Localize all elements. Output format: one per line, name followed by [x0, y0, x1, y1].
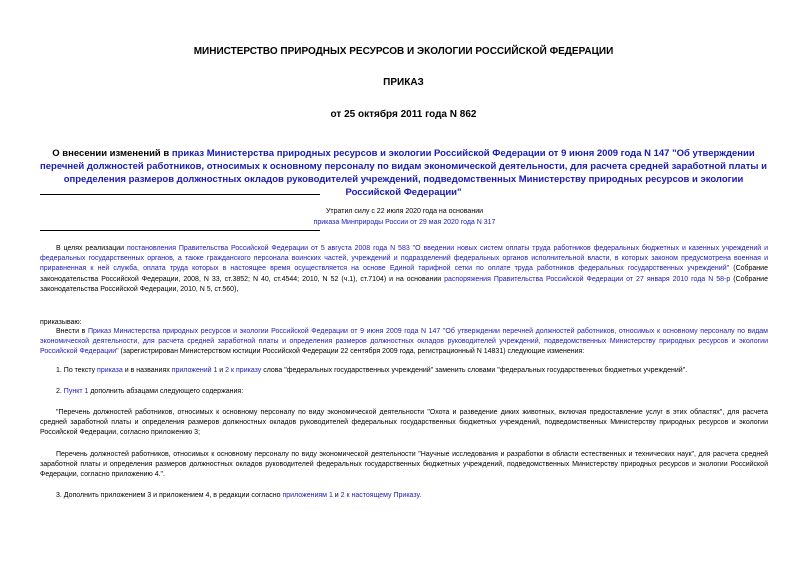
government-decree-link[interactable]: постановления Правительства Российской Федерации от 5 августа 2008 года N 583 "О введении новых систем оплаты труда работников федеральных бюджетных и казенных учреждений и федеральных государственных органов, а также гражданского персонала воинских частей, учреждений и подразделений федеральных органов исполнительной власти, в которых законом предусмотрена военная и приравненная к ней служба, оплата труда которых в настоящее время осуществляется на основе Единой тарифной сетки по оплате труда работников федеральных государственных учреждений" — [40, 245, 768, 273]
item2-clause-link[interactable]: Пункт 1 — [63, 388, 89, 395]
item2-text-2: дополнить абзацами следующего содержания: — [88, 388, 244, 395]
amendment-item-3 — [40, 491, 768, 501]
title-order-link[interactable]: приказ Министерства природных ресурсов и экологии Российской Федерации от 9 июня 2009 года N 147 "Об утверждении перечней должностей работников, относимых к основному персоналу по видам экономической деятельности, для расчета средней заработной платы и определения размеров должностных окладов руководителей учреждений, подведомственных Министерству природных ресурсов и экологии Российской Федерации" — [40, 148, 767, 198]
item3-appendix-2-link[interactable]: 2 к настоящему Приказу — [340, 492, 420, 499]
item3-text-3: . — [419, 492, 422, 499]
item3-text-1: 3. Дополнить приложением 3 и приложением 4, в редакции согласно — [56, 492, 283, 499]
quoted-paragraph-2: Перечень должностей работников, относимых к основному персоналу по виду экономической деятельности "Научные исследования и разработки в области естественных и технических наук", для расчета средней заработной платы и определения размеров должностных окладов руководителей федеральных государственных бюджетных учреждений, подведомственных Министерству природных ресурсов и экологии Российской Федерации, согласно приложению 4.". — [40, 451, 768, 479]
intro-text-2: (зарегистрирован Министерством юстиции Российской Федерации 22 сентября 2009 года, регистрационный N 14831) следующие изменения: — [118, 348, 585, 356]
item3-text-2: и — [332, 492, 341, 499]
item1-text-3: и — [217, 367, 226, 374]
item1-order-link[interactable]: приказа — [97, 367, 123, 374]
item1-text-4: слова "федеральных государственных учреждений" заменить словами "федеральных государственных бюджетных учреждений". — [261, 367, 688, 374]
item1-text-2: и в названиях — [122, 367, 172, 374]
validity-note-link-line — [232, 217, 577, 228]
government-order-link[interactable]: распоряжения Правительства Российской Федерации от 27 января 2010 года N 58-р — [444, 275, 731, 283]
item2-text-1: 2. — [56, 388, 64, 395]
quoted-paragraph-1: "Перечень должностей работников, относимых к основному персоналу по виду экономической деятельности "Охота и разведение диких животных, включая предоставление услуг в этих областях", для расчета средней заработной платы и определения размеров должностных окладов руководителей федеральных государственных бюджетных учреждений, подведомственных Министерству природных ресурсов и экологии Российской Федерации, согласно приложению 3; — [40, 409, 768, 437]
validity-order-link[interactable]: приказа Минприроды России от 29 мая 2020 года N 317 — [313, 219, 496, 226]
validity-note: Утратил силу с 22 июля 2020 года на основании — [325, 208, 484, 215]
item1-text-1: 1. По тексту — [56, 367, 98, 374]
title-prefix: О внесении изменений в — [52, 148, 172, 159]
document-date-number: от 25 октября 2011 года N 862 — [330, 109, 477, 120]
document-title — [40, 147, 767, 199]
amendment-item-2 — [40, 387, 768, 397]
amendment-intro-paragraph — [40, 327, 768, 358]
preamble-text-1: В целях реализации — [56, 245, 127, 252]
item3-appendix-1-link[interactable]: приложениям 1 — [282, 492, 333, 499]
amendment-item-1 — [40, 366, 768, 376]
order-word: приказываю: — [40, 319, 82, 326]
document-type-heading: ПРИКАЗ — [383, 77, 424, 88]
item1-appendix-1-link[interactable]: приложений 1 — [171, 367, 218, 374]
divider-bottom — [40, 230, 320, 231]
preamble-text-3: (Собрание законодательства Российской Федерации, 2010, N 5, ст.560), — [40, 275, 768, 293]
preamble-text-2: (Собрание законодательства Российской Федерации, 2008, N 33, ст.3852; N 40, ст.4544; 2010, N 52 (ч.1), ст.7104) и на основании — [40, 265, 768, 283]
divider-top — [40, 194, 320, 195]
preamble-paragraph — [40, 244, 768, 295]
intro-text-1: Внести в — [56, 328, 88, 335]
ministry-heading: МИНИСТЕРСТВО ПРИРОДНЫХ РЕСУРСОВ И ЭКОЛОГИИ РОССИЙСКОЙ ФЕДЕРАЦИИ — [193, 46, 614, 57]
item1-appendix-2-link[interactable]: 2 к приказу — [225, 367, 262, 374]
amended-order-link[interactable]: Приказ Министерства природных ресурсов и экологии Российской Федерации от 9 июня 2009 года N 147 "Об утверждении перечней должностей работников, относимых к основному персоналу по видам экономической деятельности, для расчета средней заработной платы и определения размеров должностных окладов руководителей учреждений, подведомственных Министерству природных ресурсов и экологии Российской Федерации" — [40, 328, 768, 356]
